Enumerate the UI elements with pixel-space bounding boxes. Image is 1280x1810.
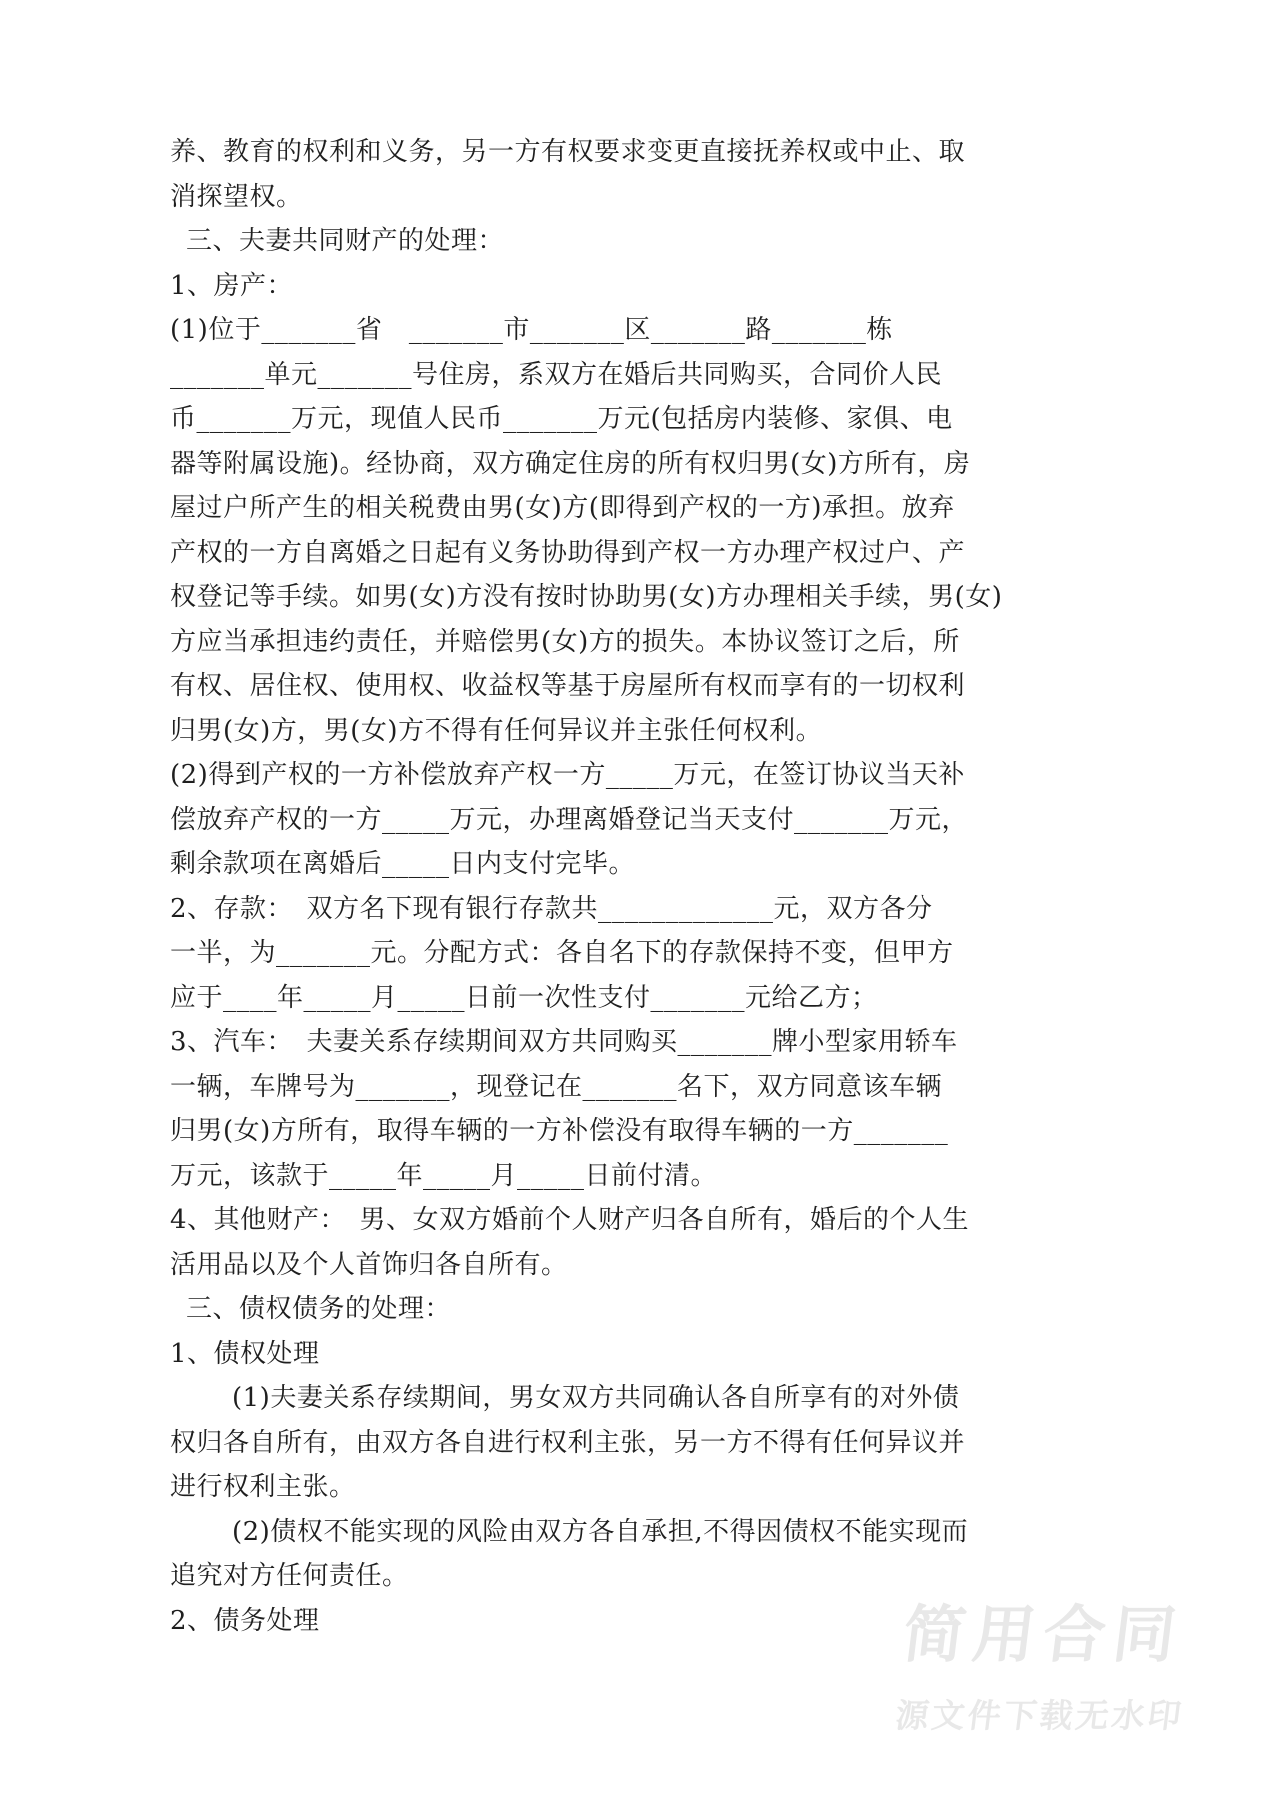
document-line: 4、其他财产： 男、女双方婚前个人财产归各自所有，婚后的个人生 xyxy=(170,1205,970,1235)
document-body xyxy=(170,130,1003,1643)
document-line: 养、教育的权利和义务，另一方有权要求变更直接抚养权或中止、取 xyxy=(170,137,966,167)
document-line: 剩余款项在离婚后_____日内支付完毕。 xyxy=(170,849,636,879)
document-line: 归男(女)方，男(女)方不得有任何异议并主张任何权利。 xyxy=(170,715,823,746)
document-line: 权登记等手续。如男(女)方没有按时协助男(女)方办理相关手续，男(女) xyxy=(170,582,1003,612)
document-line: 活用品以及个人首饰归各自所有。 xyxy=(170,1249,568,1280)
document-line: (2)得到产权的一方补偿放弃产权一方_____万元，在签订协议当天补 xyxy=(170,760,965,790)
document-line: 应于____年_____月_____日前一次性支付_______元给乙方； xyxy=(170,982,878,1013)
document-line: 3、汽车： 夫妻关系存续期间双方共同购买_______牌小型家用轿车 xyxy=(170,1027,958,1057)
document-line: 1、债权处理 xyxy=(170,1338,320,1369)
document-line: 进行权利主张。 xyxy=(170,1472,356,1502)
document-line: 币_______万元，现值人民币_______万元(包括房内装修、家俱、电 xyxy=(170,404,953,434)
document-line: 一半，为_______元。分配方式：各自名下的存款保持不变，但甲方 xyxy=(170,938,954,968)
watermark-title: 简用合同 xyxy=(899,1601,1188,1670)
document-line: 一辆，车牌号为_______，现登记在_______名下，双方同意该车辆 xyxy=(170,1071,943,1102)
document-line: 权归各自所有，由双方各自进行权利主张，另一方不得有任何异议并 xyxy=(170,1427,966,1458)
document-line: 追究对方任何责任。 xyxy=(170,1561,409,1591)
document-line: 万元，该款于_____年_____月_____日前付清。 xyxy=(170,1160,718,1191)
document-line: _______单元_______号住房，系双方在婚后共同购买，合同价人民 xyxy=(170,359,943,390)
document-line: 三、债权债务的处理： xyxy=(186,1294,452,1324)
document-line: 屋过户所产生的相关税费由男(女)方(即得到产权的一方)承担。放弃 xyxy=(170,493,955,523)
document-line: 方应当承担违约责任，并赔偿男(女)方的损失。本协议签订之后，所 xyxy=(170,626,960,657)
document-line: 器等附属设施)。经协商，双方确定住房的所有权归男(女)方所有，房 xyxy=(170,448,971,479)
document-line: 2、债务处理 xyxy=(170,1605,320,1636)
document-line: 2、存款： 双方名下现有银行存款共_____________元，双方各分 xyxy=(170,893,933,924)
document-line: 三、夫妻共同财产的处理： xyxy=(186,226,505,256)
document-line: 偿放弃产权的一方_____万元，办理离婚登记当天支付_______万元， xyxy=(170,804,969,835)
document-line: (2)债权不能实现的风险由双方各自承担,不得因债权不能实现而 xyxy=(232,1516,969,1547)
document-line: (1)位于_______省 _______市_______区_______路_______栋 xyxy=(170,315,893,345)
document-line: 1、房产： xyxy=(170,270,294,301)
document-line: 归男(女)方所有，取得车辆的一方补偿没有取得车辆的一方_______ xyxy=(170,1116,949,1146)
document-line: (1)夫妻关系存续期间，男女双方共同确认各自所享有的对外债 xyxy=(232,1383,960,1413)
watermark-subtitle: 源文件下载无水印 xyxy=(893,1697,1187,1734)
document-line: 有权、居住权、使用权、收益权等基于房屋所有权而享有的一切权利 xyxy=(170,671,966,701)
document-line: 产权的一方自离婚之日起有义务协助得到产权一方办理产权过户、产 xyxy=(170,537,966,568)
document-line: 消探望权。 xyxy=(170,181,303,212)
